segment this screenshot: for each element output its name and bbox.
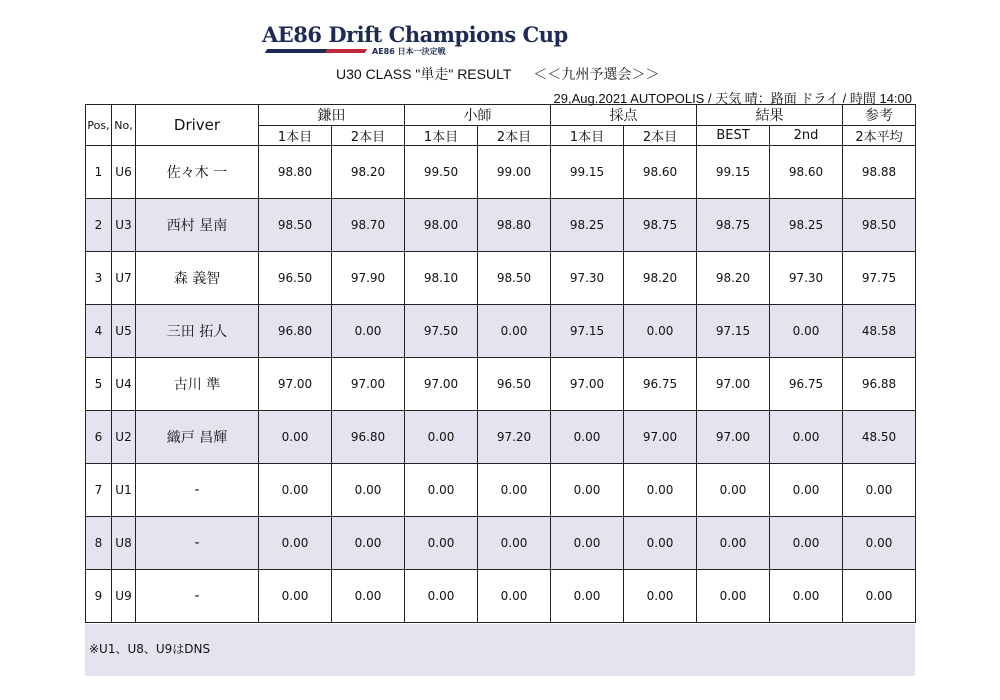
score-cell: 97.00 — [697, 358, 770, 411]
score-cell: 48.50 — [843, 411, 916, 464]
score-cell: 98.20 — [697, 252, 770, 305]
score-cell: 98.10 — [405, 252, 478, 305]
pos-cell: 7 — [86, 464, 112, 517]
event-logo — [262, 22, 568, 60]
score-cell: 0.00 — [770, 517, 843, 570]
header-driver: Driver — [136, 105, 259, 146]
score-cell: 96.50 — [259, 252, 332, 305]
score-cell: 96.75 — [770, 358, 843, 411]
score-cell: 0.00 — [405, 464, 478, 517]
score-cell: 97.00 — [259, 358, 332, 411]
score-cell: 98.80 — [478, 199, 551, 252]
score-cell: 97.30 — [551, 252, 624, 305]
driver-name-cell: 織戸 昌輝 — [136, 411, 259, 464]
header-row-groups — [86, 105, 916, 126]
score-cell: 98.88 — [843, 146, 916, 199]
subheader-cell: 2本目 — [478, 126, 551, 146]
car-number-cell: U5 — [112, 305, 136, 358]
pos-cell: 9 — [86, 570, 112, 623]
score-cell: 98.20 — [332, 146, 405, 199]
score-cell: 98.70 — [332, 199, 405, 252]
score-cell: 0.00 — [843, 517, 916, 570]
score-cell: 0.00 — [770, 570, 843, 623]
score-cell: 96.80 — [259, 305, 332, 358]
pos-cell: 5 — [86, 358, 112, 411]
score-cell: 0.00 — [259, 570, 332, 623]
car-number-cell: U4 — [112, 358, 136, 411]
score-cell: 98.60 — [624, 146, 697, 199]
subheader-cell: 1本目 — [551, 126, 624, 146]
score-cell: 0.00 — [770, 305, 843, 358]
score-cell: 0.00 — [551, 517, 624, 570]
score-cell: 97.00 — [697, 411, 770, 464]
score-cell: 96.80 — [332, 411, 405, 464]
subheader-cell: 2nd — [770, 126, 843, 146]
subheader-cell: 1本目 — [405, 126, 478, 146]
driver-name-cell: 古川 準 — [136, 358, 259, 411]
logo-subtitle: AE86 日本一決定戦 — [372, 47, 446, 56]
score-cell: 0.00 — [259, 517, 332, 570]
score-cell: 96.50 — [478, 358, 551, 411]
score-cell: 0.00 — [843, 464, 916, 517]
score-cell: 0.00 — [478, 570, 551, 623]
driver-name-cell: - — [136, 517, 259, 570]
driver-name-cell: 佐々木 一 — [136, 146, 259, 199]
score-cell: 0.00 — [843, 570, 916, 623]
score-cell: 98.60 — [770, 146, 843, 199]
event-info: 29,Aug.2021 AUTOPOLIS / 天気 晴：路面 ドライ / 時間 14:00 — [553, 91, 912, 106]
table-row — [86, 464, 916, 517]
car-number-cell: U9 — [112, 570, 136, 623]
score-cell: 99.15 — [551, 146, 624, 199]
score-cell: 0.00 — [624, 570, 697, 623]
score-cell: 98.80 — [259, 146, 332, 199]
score-cell: 97.90 — [332, 252, 405, 305]
subheader-cell: 2本平均 — [843, 126, 916, 146]
score-cell: 0.00 — [478, 517, 551, 570]
score-cell: 0.00 — [405, 570, 478, 623]
car-number-cell: U2 — [112, 411, 136, 464]
score-cell: 97.15 — [551, 305, 624, 358]
subheader-cell: 2本目 — [332, 126, 405, 146]
results-table — [85, 104, 916, 623]
score-cell: 96.88 — [843, 358, 916, 411]
score-cell: 99.15 — [697, 146, 770, 199]
score-cell: 0.00 — [551, 464, 624, 517]
header-group-judge2: 小師 — [405, 105, 551, 126]
score-cell: 98.00 — [405, 199, 478, 252]
table-row — [86, 570, 916, 623]
pos-cell: 1 — [86, 146, 112, 199]
table-row — [86, 517, 916, 570]
score-cell: 0.00 — [332, 517, 405, 570]
score-cell: 99.00 — [478, 146, 551, 199]
score-cell: 0.00 — [259, 464, 332, 517]
dns-note: ※U1、U8、U9はDNS — [85, 624, 915, 676]
car-number-cell: U6 — [112, 146, 136, 199]
score-cell: 0.00 — [624, 305, 697, 358]
table-row — [86, 358, 916, 411]
header-group-judge1: 鎌田 — [259, 105, 405, 126]
logo-title: AE86 Drift Champions Cup — [262, 22, 568, 47]
score-cell: 97.50 — [405, 305, 478, 358]
car-number-cell: U7 — [112, 252, 136, 305]
class-title: U30 CLASS "単走" RESULT — [336, 66, 512, 82]
score-cell: 0.00 — [697, 517, 770, 570]
driver-name-cell: - — [136, 570, 259, 623]
score-cell: 97.20 — [478, 411, 551, 464]
score-cell: 98.75 — [624, 199, 697, 252]
header-group-score: 採点 — [551, 105, 697, 126]
pos-cell: 4 — [86, 305, 112, 358]
score-cell: 97.00 — [332, 358, 405, 411]
score-cell: 98.25 — [551, 199, 624, 252]
pos-cell: 3 — [86, 252, 112, 305]
logo-stripe — [265, 49, 367, 53]
results-body — [86, 146, 916, 623]
header-group-result: 結果 — [697, 105, 843, 126]
event-subtitle: ＜＜九州予選会＞＞ — [533, 66, 660, 82]
subheader-cell: 2本目 — [624, 126, 697, 146]
header-no: No, — [112, 105, 136, 146]
score-cell: 98.50 — [843, 199, 916, 252]
table-row — [86, 411, 916, 464]
header-pos: Pos, — [86, 105, 112, 146]
header-group-reference: 参考 — [843, 105, 916, 126]
table-row — [86, 146, 916, 199]
pos-cell: 8 — [86, 517, 112, 570]
score-cell: 0.00 — [624, 464, 697, 517]
score-cell: 98.75 — [697, 199, 770, 252]
score-cell: 0.00 — [551, 411, 624, 464]
score-cell: 97.15 — [697, 305, 770, 358]
score-cell: 97.30 — [770, 252, 843, 305]
page-title — [336, 64, 659, 84]
driver-name-cell: 三田 拓人 — [136, 305, 259, 358]
driver-name-cell: 西村 星南 — [136, 199, 259, 252]
score-cell: 0.00 — [332, 305, 405, 358]
pos-cell: 6 — [86, 411, 112, 464]
score-cell: 0.00 — [405, 517, 478, 570]
score-cell: 0.00 — [332, 570, 405, 623]
score-cell: 0.00 — [259, 411, 332, 464]
subheader-cell: 1本目 — [259, 126, 332, 146]
score-cell: 0.00 — [770, 464, 843, 517]
score-cell: 96.75 — [624, 358, 697, 411]
table-row — [86, 252, 916, 305]
score-cell: 98.50 — [259, 199, 332, 252]
score-cell: 0.00 — [332, 464, 405, 517]
score-cell: 98.20 — [624, 252, 697, 305]
score-cell: 0.00 — [624, 517, 697, 570]
score-cell: 97.00 — [624, 411, 697, 464]
driver-name-cell: 森 義智 — [136, 252, 259, 305]
pos-cell: 2 — [86, 199, 112, 252]
score-cell: 0.00 — [478, 464, 551, 517]
table-row — [86, 199, 916, 252]
car-number-cell: U3 — [112, 199, 136, 252]
driver-name-cell: - — [136, 464, 259, 517]
score-cell: 99.50 — [405, 146, 478, 199]
score-cell: 98.25 — [770, 199, 843, 252]
score-cell: 48.58 — [843, 305, 916, 358]
car-number-cell: U1 — [112, 464, 136, 517]
score-cell: 0.00 — [551, 570, 624, 623]
score-cell: 0.00 — [770, 411, 843, 464]
table-row — [86, 305, 916, 358]
score-cell: 97.00 — [551, 358, 624, 411]
score-cell: 98.50 — [478, 252, 551, 305]
car-number-cell: U8 — [112, 517, 136, 570]
score-cell: 0.00 — [478, 305, 551, 358]
score-cell: 0.00 — [405, 411, 478, 464]
score-cell: 97.75 — [843, 252, 916, 305]
subheader-cell: BEST — [697, 126, 770, 146]
score-cell: 97.00 — [405, 358, 478, 411]
score-cell: 0.00 — [697, 570, 770, 623]
score-cell: 0.00 — [697, 464, 770, 517]
